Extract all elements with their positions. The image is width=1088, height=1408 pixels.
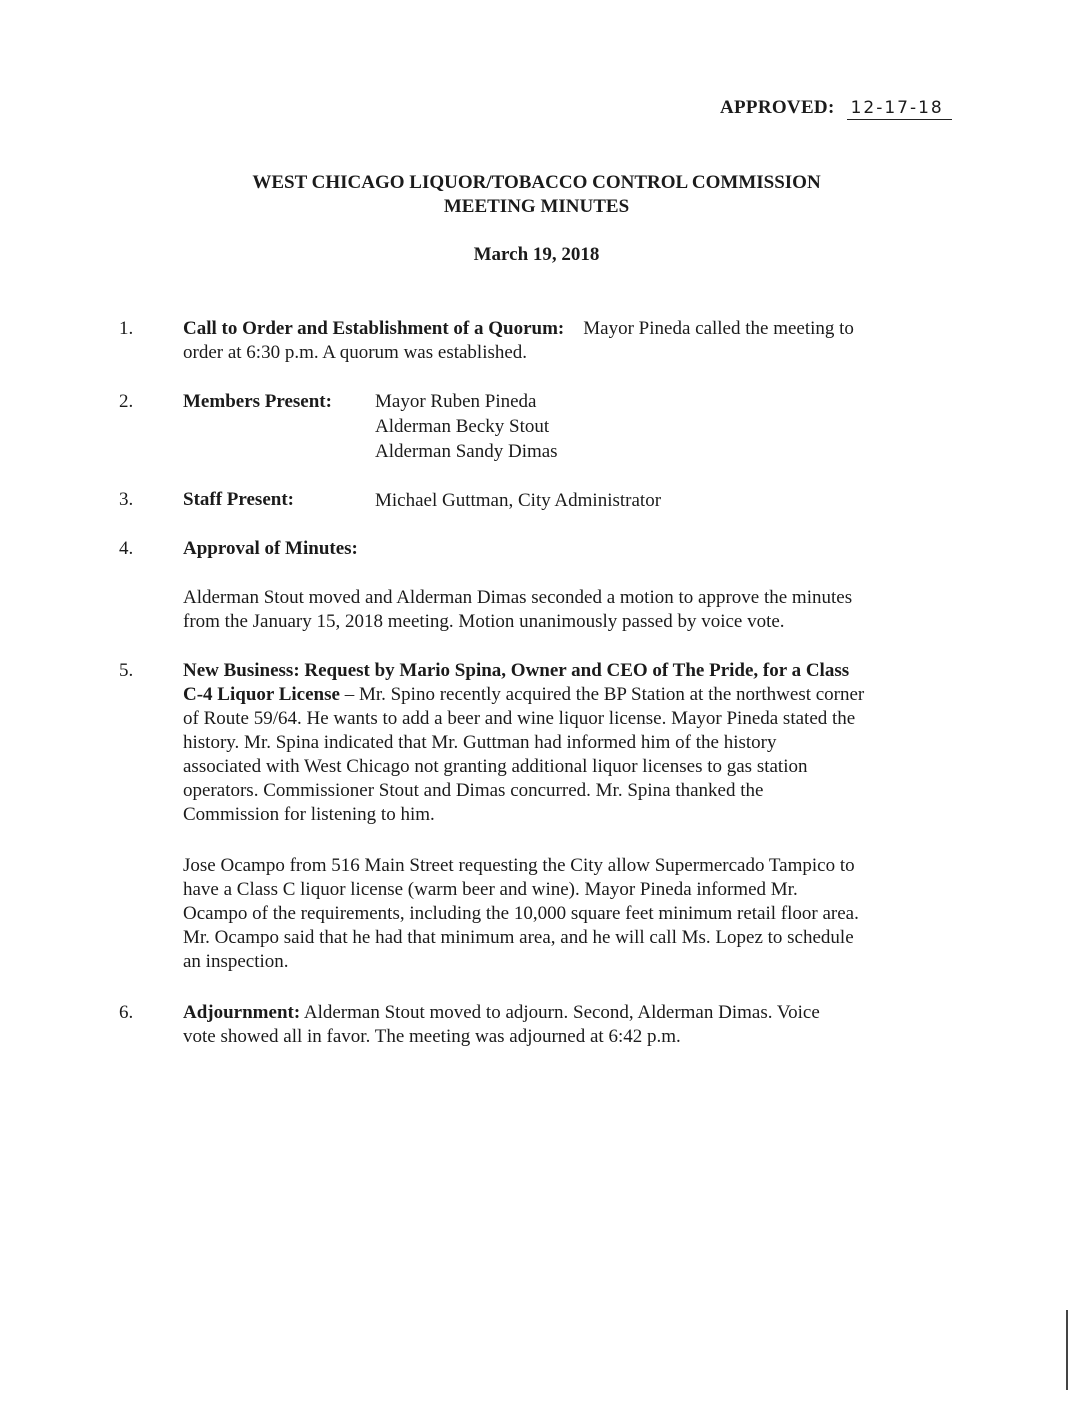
paragraph-line: Mr. Ocampo said that he had that minimum area, and he will call Ms. Lopez to schedule	[183, 927, 854, 948]
member-name: Mayor Ruben Pineda	[375, 391, 537, 412]
item-number-3: 3.	[119, 489, 134, 510]
paragraph-line: – Mr. Spino recently acquired the BP Station at the northwest corner	[339, 684, 865, 705]
member-name: Alderman Sandy Dimas	[375, 441, 558, 462]
members-list	[375, 389, 558, 464]
item-text-line2: order at 6:30 p.m. A quorum was established.	[183, 342, 528, 363]
item-text-line1: Mayor Pineda called the meeting to	[583, 318, 854, 339]
approved-label: APPROVED:	[720, 97, 835, 118]
paragraph-line: Alderman Stout moved and Alderman Dimas seconded a motion to approve the minutes	[183, 587, 853, 608]
item-label-adjournment: Adjournment:	[183, 1002, 301, 1023]
paragraph-line: Commission for listening to him.	[183, 804, 435, 825]
paragraph-line: operators. Commissioner Stout and Dimas concurred. Mr. Spina thanked the	[183, 780, 764, 801]
document-subtitle: MEETING MINUTES	[443, 196, 630, 217]
new-business-paragraph-2	[183, 854, 958, 974]
staff-name: Michael Guttman, City Administrator	[375, 490, 662, 511]
item-number-6: 6.	[119, 1002, 134, 1023]
item-adjournment	[183, 1001, 958, 1049]
item-label-call-to-order: Call to Order and Establishment of a Quorum:	[183, 318, 565, 339]
member-name: Alderman Becky Stout	[375, 416, 550, 437]
paragraph-line: of Route 59/64. He wants to add a beer and wine liquor license. Mayor Pineda stated the	[183, 708, 856, 729]
paragraph-line: history. Mr. Spina indicated that Mr. Guttman had informed him of the history	[183, 732, 777, 753]
paragraph-line: an inspection.	[183, 951, 289, 972]
approval-paragraph	[183, 586, 958, 634]
paragraph-line: Jose Ocampo from 516 Main Street requesting the City allow Supermercado Tampico to	[183, 855, 855, 876]
item-number-1: 1.	[119, 318, 134, 339]
paragraph-line: Ocampo of the requirements, including the 10,000 square feet minimum retail floor area.	[183, 903, 859, 924]
paragraph-line: vote showed all in favor. The meeting was adjourned at 6:42 p.m.	[183, 1026, 681, 1047]
item-call-to-order	[183, 317, 958, 365]
paragraph-line: from the January 15, 2018 meeting. Motion unanimously passed by voice vote.	[183, 611, 785, 632]
approved-date-handwritten: 12-17-18	[847, 98, 952, 120]
scan-edge-mark	[1066, 1310, 1068, 1390]
item-number-2: 2.	[119, 391, 134, 412]
paragraph-line: have a Class C liquor license (warm beer and wine). Mayor Pineda informed Mr.	[183, 879, 798, 900]
item-label-staff-present: Staff Present:	[183, 489, 294, 510]
meeting-date: March 19, 2018	[473, 244, 600, 265]
item-number-4: 4.	[119, 538, 134, 559]
item-number-5: 5.	[119, 660, 134, 681]
item-label-members-present: Members Present:	[183, 391, 332, 412]
item-new-business	[183, 659, 958, 827]
paragraph-line: associated with West Chicago not granting additional liquor licenses to gas station	[183, 756, 808, 777]
paragraph-line: Alderman Stout moved to adjourn. Second, Alderman Dimas. Voice	[300, 1002, 820, 1023]
approval-stamp	[720, 97, 952, 120]
item-label-approval-of-minutes: Approval of Minutes:	[183, 538, 358, 559]
item-label-new-business: New Business: Request by Mario Spina, Owner and CEO of The Pride, for a Class	[183, 660, 850, 681]
item-label-license-class: C-4 Liquor License	[183, 684, 340, 705]
document-title: WEST CHICAGO LIQUOR/TOBACCO CONTROL COMMISSION	[252, 172, 821, 193]
